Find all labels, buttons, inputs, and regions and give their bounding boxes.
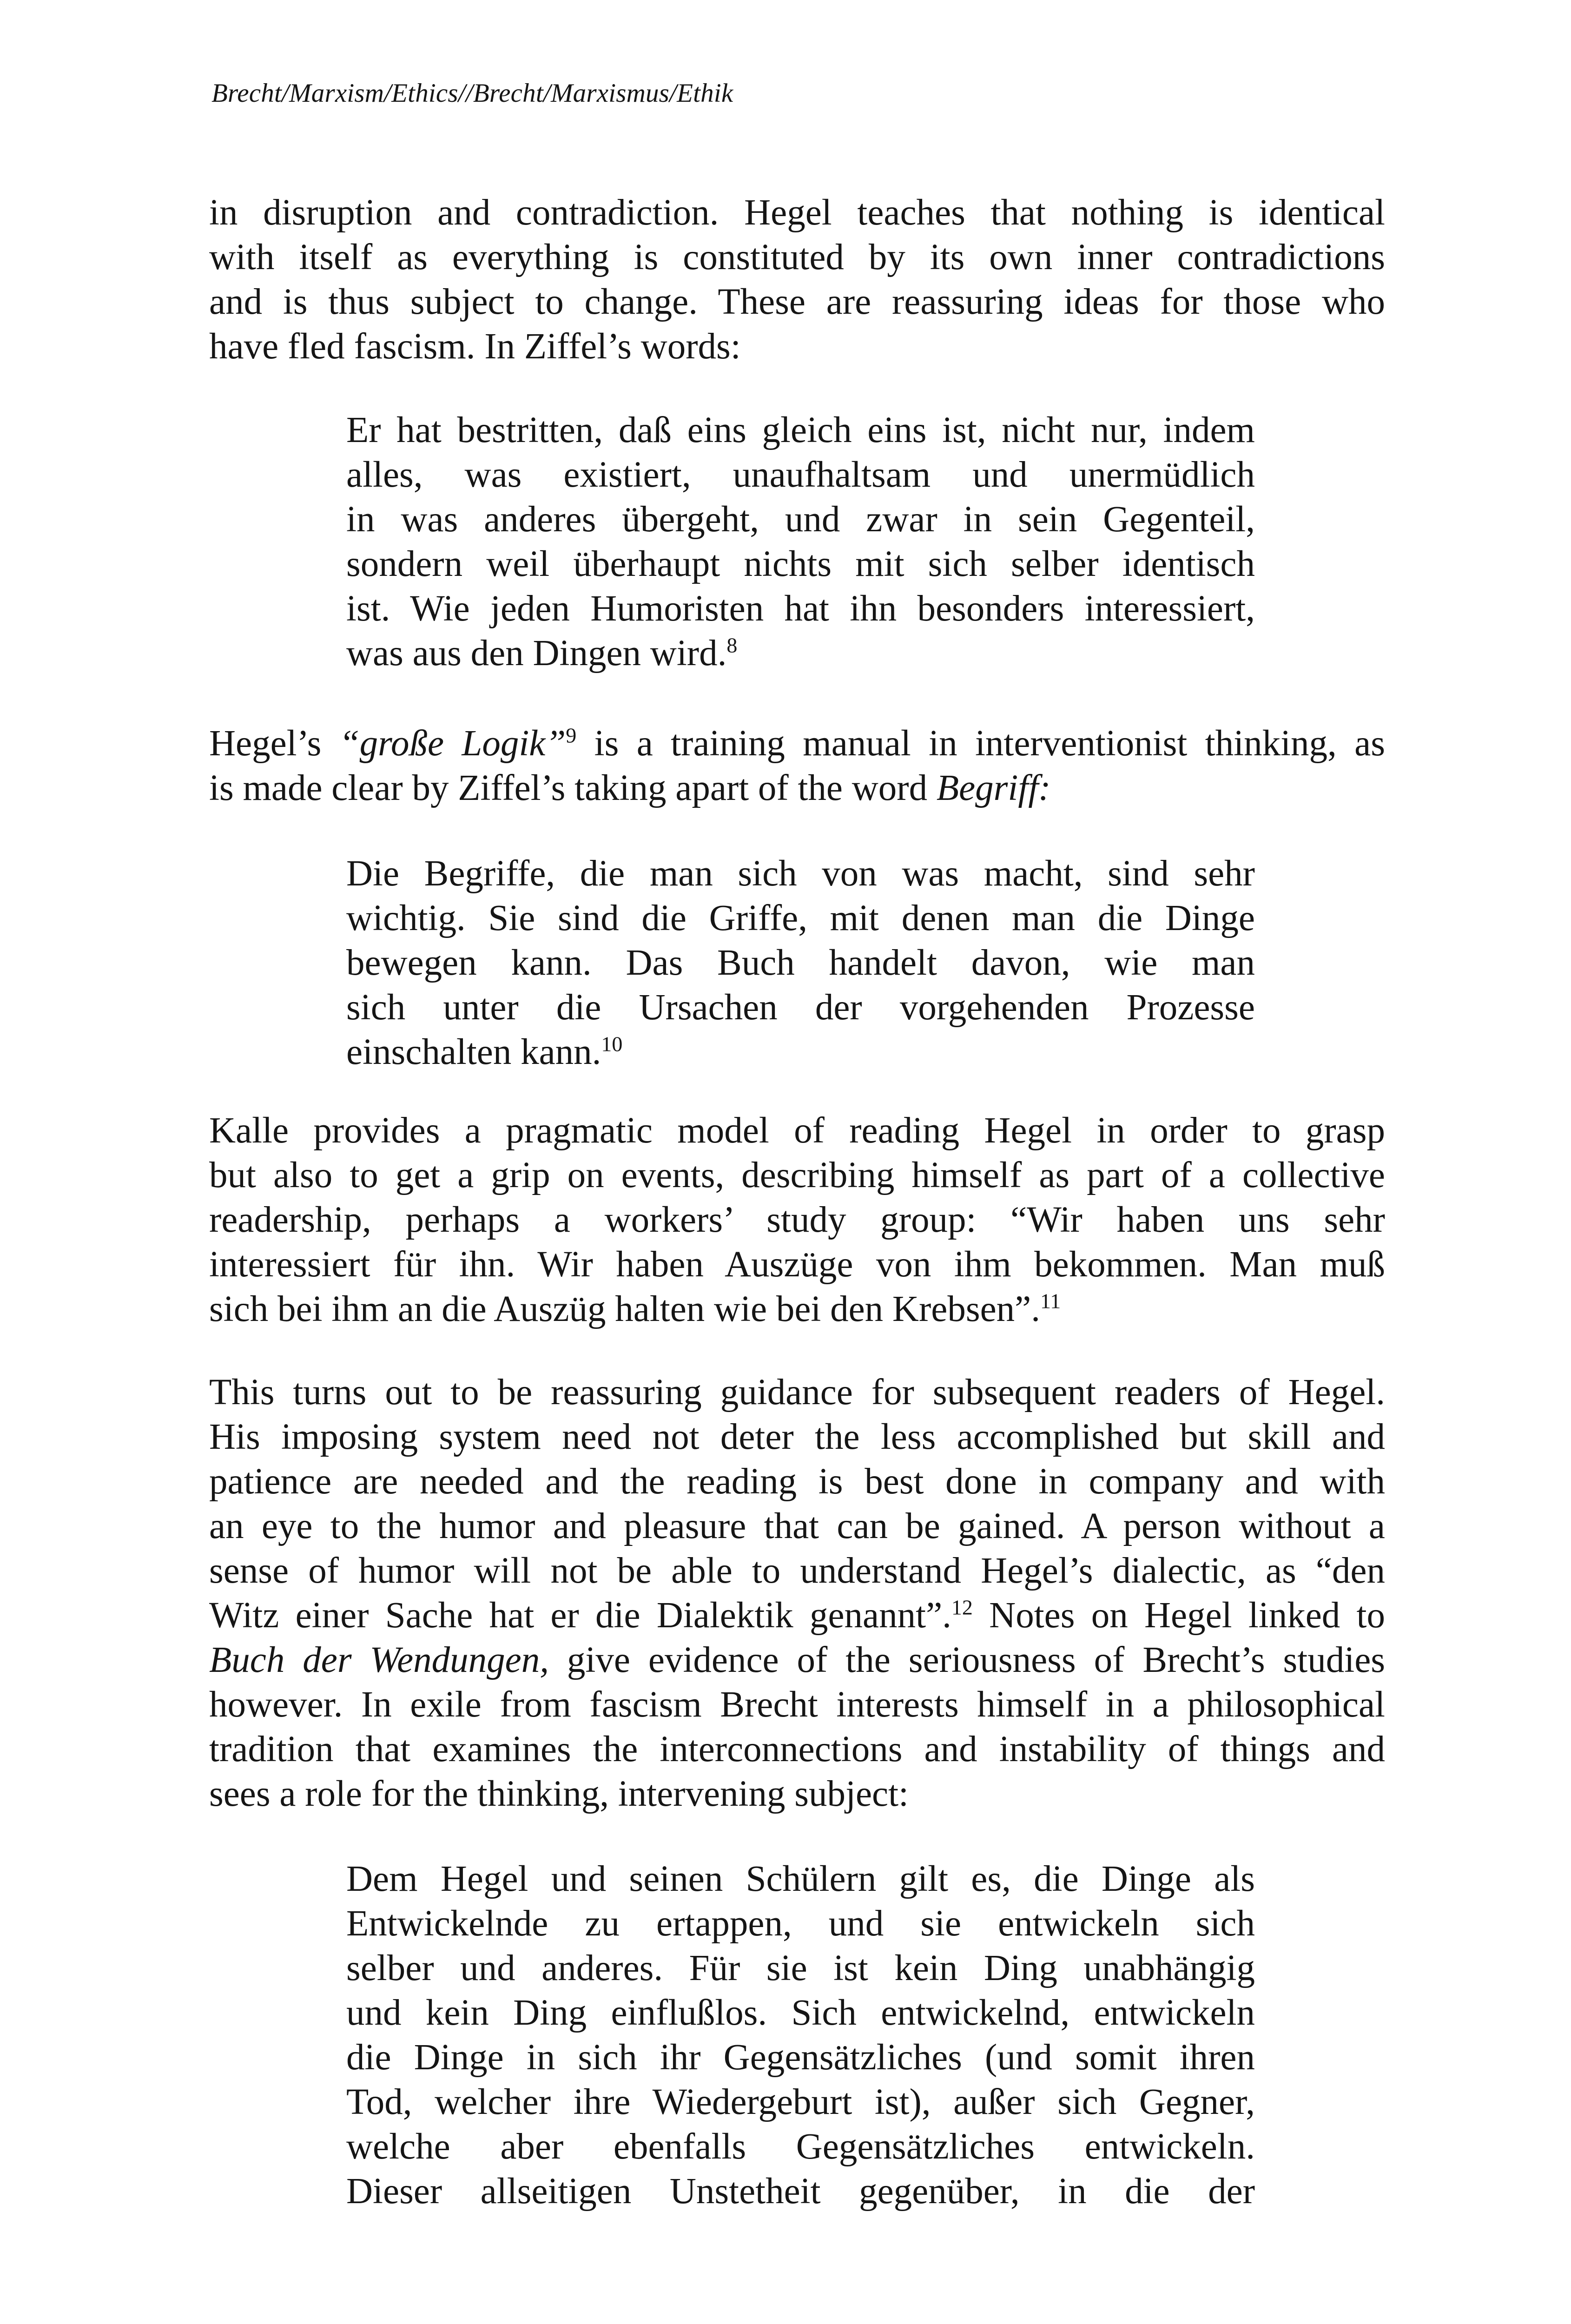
text-line: This turns out to be reassuring guidance for subsequent readers of Hegel. xyxy=(209,1372,1385,1413)
body-paragraph-2 xyxy=(209,721,1385,811)
text-segment: Hegel’s xyxy=(209,723,339,764)
text-line: Kalle provides a pragmatic model of reading Hegel in order to grasp xyxy=(209,1110,1385,1151)
quote-line xyxy=(346,1030,1255,1075)
quote-line: sich unter die Ursachen der vorgehenden Prozesse xyxy=(346,987,1255,1028)
quote-line: Dieser allseitigen Unstetheit gegenüber, in die der xyxy=(346,2171,1255,2212)
quote-line: ist. Wie jeden Humoristen hat ihn besonders interessiert, xyxy=(346,588,1255,629)
quote-line: alles, was existiert, unaufhaltsam und unermüdlich xyxy=(346,455,1255,495)
text-line: with itself as everything is constituted by its own inner contradictions xyxy=(209,237,1385,277)
quote-line: in was anderes übergeht, und zwar in sein Gegenteil, xyxy=(346,499,1255,540)
quote-line: und kein Ding einflußlos. Sich entwickelnd, entwickeln xyxy=(346,1993,1255,2033)
footnote-marker: 10 xyxy=(601,1032,623,1056)
body-paragraph-1 xyxy=(209,191,1385,369)
text-line: readership, perhaps a workers’ study group: “Wir haben uns sehr xyxy=(209,1200,1385,1240)
text-line: but also to get a grip on events, describing himself as part of a collective xyxy=(209,1155,1385,1195)
text-segment: Notes on Hegel linked to xyxy=(972,1595,1385,1636)
quote-line: Er hat bestritten, daß eins gleich eins ist, nicht nur, indem xyxy=(346,410,1255,450)
quote-line: Entwickelnde zu ertappen, und sie entwickeln sich xyxy=(346,1903,1255,1944)
block-quote-2 xyxy=(346,852,1255,1075)
quote-text: was aus den Dingen wird. xyxy=(346,633,727,673)
quote-line: Die Begriffe, die man sich von was macht, sind sehr xyxy=(346,853,1255,894)
text-line: patience are needed and the reading is best done in company and with xyxy=(209,1461,1385,1502)
quote-line: sondern weil überhaupt nichts mit sich selber identisch xyxy=(346,544,1255,584)
quote-line: die Dinge in sich ihr Gegensätzliches (und somit ihren xyxy=(346,2037,1255,2078)
text-line: interessiert für ihn. Wir haben Auszüge von ihm bekommen. Man muß xyxy=(209,1244,1385,1285)
text-line: sees a role for the thinking, intervening subject: xyxy=(209,1774,909,1814)
text-segment: is made clear by Ziffel’s taking apart of the word xyxy=(209,768,937,808)
footnote-marker: 9 xyxy=(566,723,577,747)
text-line xyxy=(209,766,1385,811)
text-segment: sich bei ihm an die Auszüg halten wie bei den Krebsen”. xyxy=(209,1289,1040,1329)
block-quote-3 xyxy=(346,1857,1255,2214)
quote-line: selber und anderes. Für sie ist kein Ding unabhängig xyxy=(346,1948,1255,1988)
text-line: and is thus subject to change. These are reassuring ideas for those who xyxy=(209,282,1385,322)
text-line: His imposing system need not deter the less accomplished but skill and xyxy=(209,1417,1385,1457)
running-head: Brecht/Marxism/Ethics//Brecht/Marxismus/Ethik xyxy=(211,79,733,108)
quote-text: einschalten kann. xyxy=(346,1032,601,1072)
quote-line: Dem Hegel und seinen Schülern gilt es, die Dinge als xyxy=(346,1859,1255,1899)
text-line xyxy=(209,1287,1385,1332)
footnote-marker: 12 xyxy=(951,1595,973,1619)
quote-line: Tod, welcher ihre Wiedergeburt ist), außer sich Gegner, xyxy=(346,2082,1255,2122)
italic-title: “große Logik” xyxy=(339,723,566,764)
text-line xyxy=(209,1638,1385,1683)
quote-line: welche aber ebenfalls Gegensätzliches entwickeln. xyxy=(346,2126,1255,2167)
text-line xyxy=(209,721,1385,766)
body-paragraph-3 xyxy=(209,1109,1385,1332)
text-line: however. In exile from fascism Brecht interests himself in a philosophical xyxy=(209,1684,1385,1725)
italic-term: Begriff: xyxy=(936,768,1051,808)
text-line xyxy=(209,1593,1385,1638)
block-quote-1 xyxy=(346,408,1255,676)
quote-line xyxy=(346,631,1255,676)
footnote-marker: 8 xyxy=(726,633,738,657)
text-line: in disruption and contradiction. Hegel teaches that nothing is identical xyxy=(209,192,1385,233)
body-paragraph-4 xyxy=(209,1370,1385,1816)
text-segment: Witz einer Sache hat er die Dialektik genannt”. xyxy=(209,1595,951,1636)
quote-line: wichtig. Sie sind die Griffe, mit denen man die Dinge xyxy=(346,898,1255,938)
text-segment: give evidence of the seriousness of Brecht’s studies xyxy=(548,1640,1386,1680)
quote-line: bewegen kann. Das Buch handelt davon, wie man xyxy=(346,943,1255,983)
text-line: an eye to the humor and pleasure that can be gained. A person without a xyxy=(209,1506,1385,1546)
footnote-marker: 11 xyxy=(1040,1289,1061,1313)
text-segment: is a training manual in interventionist thinking, as xyxy=(576,723,1385,764)
text-line: sense of humor will not be able to understand Hegel’s dialectic, as “den xyxy=(209,1551,1385,1591)
text-line: tradition that examines the interconnections and instability of things and xyxy=(209,1729,1385,1769)
text-line: have fled fascism. In Ziffel’s words: xyxy=(209,326,741,367)
italic-title: Buch der Wendungen, xyxy=(209,1640,549,1680)
